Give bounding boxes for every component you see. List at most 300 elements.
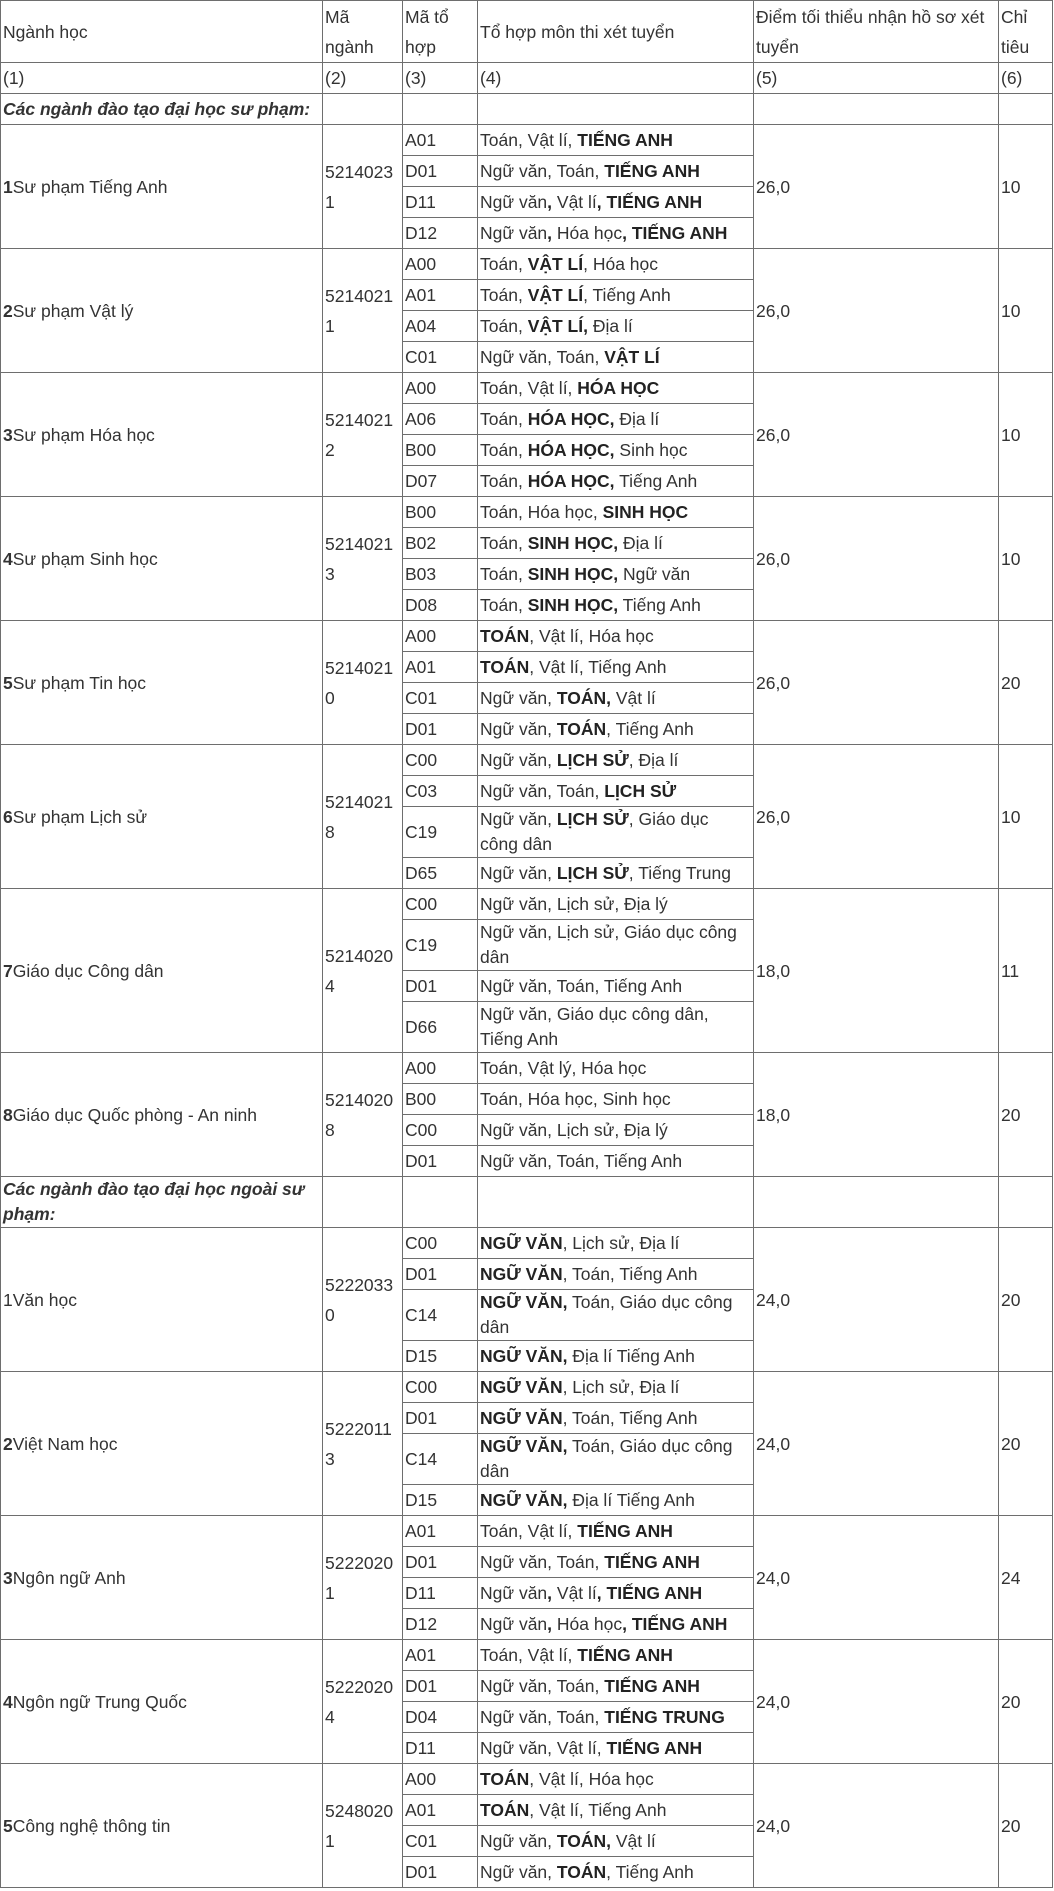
subject-primary: NGỮ VĂN,: [480, 1490, 568, 1510]
major-number: 2: [3, 1433, 13, 1454]
major-name: Sư phạm Tin học: [12, 672, 147, 693]
subjects-cell: [478, 1290, 754, 1341]
min-score-cell: 26,0: [754, 745, 999, 889]
subjects-cell: [478, 714, 754, 745]
subject-text: Vật lí: [611, 1831, 656, 1851]
subject-primary: NGỮ VĂN,: [480, 1436, 568, 1456]
major-name-cell: [1, 1228, 323, 1372]
subject-primary: ,: [547, 1583, 557, 1603]
subjects-cell: [478, 559, 754, 590]
subject-primary: SINH HỌC,: [527, 564, 619, 584]
subject-text: , Tiếng Anh: [606, 1862, 694, 1882]
quota-cell: 20: [999, 621, 1053, 745]
major-number: 6: [3, 806, 13, 827]
major-number: 2: [3, 300, 13, 321]
subject-primary: TOÁN: [556, 1862, 607, 1882]
table-row: [1, 745, 1053, 776]
subjects-cell: [478, 125, 754, 156]
subject-primary: VẬT LÍ: [604, 347, 660, 367]
empty-cell: [323, 94, 403, 125]
quota-cell: 24: [999, 1516, 1053, 1640]
combo-code-cell: C00: [403, 889, 478, 920]
subjects-cell: [478, 920, 754, 971]
min-score-cell: 26,0: [754, 125, 999, 249]
major-number: 4: [3, 1691, 13, 1712]
table-row: [1, 497, 1053, 528]
header-number-cell: (4): [478, 63, 754, 94]
subjects-cell: [478, 590, 754, 621]
major-code-cell: 52140231: [323, 125, 403, 249]
subject-text: Ngữ văn, Lịch sử, Địa lý: [480, 1120, 668, 1140]
table-row: [1, 1764, 1053, 1795]
major-name-cell: [1, 1764, 323, 1888]
subject-text: Địa lí Tiếng Anh: [567, 1346, 695, 1366]
subject-text: , Tiếng Anh: [583, 285, 671, 305]
subject-text: Ngữ văn,: [480, 1831, 557, 1851]
subjects-cell: [478, 1671, 754, 1702]
subject-primary: , TIẾNG ANH: [596, 1583, 703, 1603]
major-name: Ngôn ngữ Trung Quốc: [12, 1691, 187, 1712]
header-cell-major: Ngành học: [1, 1, 323, 63]
subject-primary: SINH HỌC: [602, 502, 689, 522]
combo-code-cell: D08: [403, 590, 478, 621]
subject-text: Toán,: [480, 254, 528, 274]
combo-code-cell: D01: [403, 1857, 478, 1888]
header-row: [1, 1, 1053, 63]
combo-code-cell: A01: [403, 1640, 478, 1671]
subject-primary: SINH HỌC,: [527, 595, 619, 615]
table-row: [1, 249, 1053, 280]
min-score-cell: 24,0: [754, 1372, 999, 1516]
subjects-cell: [478, 971, 754, 1002]
subject-text: Địa lí Tiếng Anh: [567, 1490, 695, 1510]
subject-text: Ngữ văn: [480, 1583, 548, 1603]
quota-cell: 10: [999, 373, 1053, 497]
combo-code-cell: D01: [403, 1671, 478, 1702]
subject-text: Ngữ văn,: [480, 688, 557, 708]
header-cell-subjects: Tổ hợp môn thi xét tuyển: [478, 1, 754, 63]
subject-text: Ngữ văn,: [480, 719, 557, 739]
major-name: Ngôn ngữ Anh: [12, 1567, 126, 1588]
subject-primary: , TIẾNG ANH: [596, 192, 703, 212]
quota-cell: 20: [999, 1764, 1053, 1888]
subject-text: Toán,: [480, 316, 528, 336]
major-name-cell: [1, 1053, 323, 1177]
table-row: [1, 373, 1053, 404]
subject-text: Ngữ văn, Vật lí,: [480, 1738, 607, 1758]
subject-text: , Tiếng Trung: [628, 863, 731, 883]
subject-text: Toán, Giáo dục công dân: [480, 1292, 733, 1337]
combo-code-cell: D15: [403, 1341, 478, 1372]
subject-primary: TIẾNG ANH: [577, 130, 673, 150]
subject-primary: TIẾNG ANH: [604, 161, 700, 181]
subject-text: Toán,: [480, 440, 528, 460]
combo-code-cell: A00: [403, 249, 478, 280]
subject-primary: SINH HỌC,: [527, 533, 619, 553]
subject-text: Ngữ văn,: [480, 1862, 557, 1882]
subject-text: , Vật lí, Hóa học: [529, 626, 654, 646]
subjects-cell: [478, 621, 754, 652]
subjects-cell: [478, 1857, 754, 1888]
subject-primary: LỊCH SỬ: [556, 809, 629, 829]
subject-primary: VẬT LÍ,: [527, 316, 588, 336]
subjects-cell: [478, 342, 754, 373]
subject-primary: NGỮ VĂN: [480, 1233, 563, 1253]
major-number: 8: [3, 1104, 13, 1125]
major-name: Sư phạm Lịch sử: [12, 806, 148, 827]
combo-code-cell: D12: [403, 1609, 478, 1640]
major-name-cell: [1, 497, 323, 621]
subjects-cell: [478, 776, 754, 807]
subject-text: Ngữ văn, Lịch sử, Địa lý: [480, 894, 668, 914]
major-code-cell: 52140218: [323, 745, 403, 889]
combo-code-cell: D12: [403, 218, 478, 249]
subject-text: Địa lí: [614, 409, 660, 429]
subject-primary: NGỮ VĂN: [480, 1264, 563, 1284]
table-row: [1, 1228, 1053, 1259]
subject-text: Ngữ văn, Giáo dục công dân, Tiếng Anh: [480, 1004, 709, 1049]
subject-primary: ,: [547, 223, 557, 243]
subject-primary: , TIẾNG ANH: [622, 223, 728, 243]
subjects-cell: [478, 807, 754, 858]
subject-text: , Địa lí: [628, 750, 679, 770]
subjects-cell: [478, 1578, 754, 1609]
subjects-cell: [478, 1403, 754, 1434]
min-score-cell: 26,0: [754, 621, 999, 745]
table-row: [1, 1053, 1053, 1084]
section-row: [1, 94, 1053, 125]
header-number-cell: (6): [999, 63, 1053, 94]
quota-cell: 20: [999, 1372, 1053, 1516]
subject-text: Ngữ văn, Toán,: [480, 161, 605, 181]
combo-code-cell: C01: [403, 342, 478, 373]
subject-primary: NGỮ VĂN,: [480, 1292, 568, 1312]
min-score-cell: 18,0: [754, 1053, 999, 1177]
header-cell-major-code: Mã ngành: [323, 1, 403, 63]
empty-cell: [403, 1177, 478, 1228]
subject-text: Ngữ văn, Toán,: [480, 781, 605, 801]
combo-code-cell: C00: [403, 1228, 478, 1259]
subject-text: , Lịch sử, Địa lí: [562, 1233, 680, 1253]
subjects-cell: [478, 156, 754, 187]
major-number: 5: [3, 1815, 13, 1836]
combo-code-cell: A00: [403, 1053, 478, 1084]
quota-cell: 10: [999, 497, 1053, 621]
combo-code-cell: D01: [403, 1547, 478, 1578]
subject-primary: NGỮ VĂN: [480, 1408, 563, 1428]
quota-cell: 11: [999, 889, 1053, 1053]
min-score-cell: 18,0: [754, 889, 999, 1053]
subject-text: , Vật lí, Tiếng Anh: [529, 1800, 667, 1820]
major-name-cell: [1, 745, 323, 889]
subjects-cell: [478, 1733, 754, 1764]
empty-cell: [478, 1177, 754, 1228]
subject-text: Ngữ văn,: [480, 750, 557, 770]
combo-code-cell: D01: [403, 1259, 478, 1290]
subject-text: Địa lí: [587, 316, 633, 336]
combo-code-cell: C14: [403, 1434, 478, 1485]
subjects-cell: [478, 745, 754, 776]
combo-code-cell: A04: [403, 311, 478, 342]
empty-cell: [999, 1177, 1053, 1228]
subject-primary: TOÁN: [480, 657, 530, 677]
subjects-cell: [478, 683, 754, 714]
quota-cell: 20: [999, 1640, 1053, 1764]
subjects-cell: [478, 280, 754, 311]
subject-primary: TOÁN,: [556, 1831, 612, 1851]
major-code-cell: 52140212: [323, 373, 403, 497]
subjects-cell: [478, 1372, 754, 1403]
combo-code-cell: A06: [403, 404, 478, 435]
combo-code-cell: D01: [403, 1146, 478, 1177]
subject-text: Toán, Giáo dục công dân: [480, 1436, 733, 1481]
major-code-cell: 52140213: [323, 497, 403, 621]
major-code-cell: 52140211: [323, 249, 403, 373]
empty-cell: [478, 94, 754, 125]
subject-text: Ngữ văn: [480, 1614, 548, 1634]
subjects-cell: [478, 311, 754, 342]
major-number: 5: [3, 672, 13, 693]
subject-primary: TIẾNG ANH: [606, 1738, 703, 1758]
min-score-cell: 26,0: [754, 497, 999, 621]
combo-code-cell: C00: [403, 1115, 478, 1146]
combo-code-cell: A01: [403, 1795, 478, 1826]
combo-code-cell: C01: [403, 683, 478, 714]
subject-primary: HÓA HỌC,: [527, 471, 615, 491]
subjects-cell: [478, 497, 754, 528]
major-number: 1: [3, 1289, 13, 1310]
combo-code-cell: D15: [403, 1485, 478, 1516]
subject-text: Tiếng Anh: [618, 595, 701, 615]
major-name: Sư phạm Hóa học: [12, 424, 155, 445]
subject-text: Sinh học: [614, 440, 688, 460]
major-number: 1: [3, 176, 13, 197]
subject-primary: TIẾNG ANH: [577, 1521, 673, 1541]
subject-text: Toán, Vật lí,: [480, 130, 578, 150]
table-body: [1, 1, 1053, 1888]
major-name-cell: [1, 249, 323, 373]
subject-text: , Giáo dục công dân: [480, 809, 709, 854]
subjects-cell: [478, 373, 754, 404]
subject-primary: TIẾNG ANH: [604, 1552, 700, 1572]
subjects-cell: [478, 1053, 754, 1084]
subject-text: Hóa học: [556, 223, 623, 243]
subject-primary: TIẾNG TRUNG: [604, 1707, 725, 1727]
subject-text: Toán,: [480, 285, 528, 305]
quota-cell: 20: [999, 1228, 1053, 1372]
table-row: [1, 1640, 1053, 1671]
subjects-cell: [478, 1146, 754, 1177]
major-name: Sư phạm Vật lý: [12, 300, 134, 321]
combo-code-cell: D01: [403, 1403, 478, 1434]
table-row: [1, 621, 1053, 652]
major-number: 7: [3, 960, 13, 981]
major-name-cell: [1, 889, 323, 1053]
header-number-cell: (1): [1, 63, 323, 94]
combo-code-cell: D65: [403, 858, 478, 889]
header-cell-combo-code: Mã tổ hợp: [403, 1, 478, 63]
subject-text: Toán,: [480, 595, 528, 615]
major-name: Sư phạm Sinh học: [12, 548, 158, 569]
min-score-cell: 24,0: [754, 1516, 999, 1640]
section-title: Các ngành đào tạo đại học sư phạm:: [1, 94, 323, 125]
header-cell-quota: Chỉ tiêu: [999, 1, 1053, 63]
subjects-cell: [478, 1702, 754, 1733]
subject-primary: HÓA HỌC,: [527, 440, 615, 460]
subject-text: Toán, Vật lí,: [480, 1521, 578, 1541]
subjects-cell: [478, 1341, 754, 1372]
subject-primary: TOÁN: [480, 626, 530, 646]
subjects-cell: [478, 1547, 754, 1578]
subject-text: , Vật lí, Hóa học: [529, 1769, 654, 1789]
subject-text: Vật lí: [556, 1583, 597, 1603]
combo-code-cell: A01: [403, 280, 478, 311]
subject-text: Toán, Vật lí,: [480, 378, 578, 398]
min-score-cell: 26,0: [754, 249, 999, 373]
subjects-cell: [478, 1516, 754, 1547]
major-name: Văn học: [12, 1289, 77, 1310]
empty-cell: [323, 1177, 403, 1228]
combo-code-cell: D11: [403, 1578, 478, 1609]
min-score-cell: 26,0: [754, 373, 999, 497]
combo-code-cell: D66: [403, 1002, 478, 1053]
major-name: Sư phạm Tiếng Anh: [12, 176, 168, 197]
subject-text: Ngữ văn, Toán, Tiếng Anh: [480, 1151, 683, 1171]
quota-cell: 10: [999, 249, 1053, 373]
subject-text: Ngữ văn,: [480, 863, 557, 883]
subject-text: Ngữ văn, Lịch sử, Giáo dục công dân: [480, 922, 737, 967]
major-code-cell: 52140204: [323, 889, 403, 1053]
combo-code-cell: A01: [403, 652, 478, 683]
combo-code-cell: C00: [403, 745, 478, 776]
subject-text: , Hóa học: [583, 254, 659, 274]
combo-code-cell: D01: [403, 156, 478, 187]
min-score-cell: 24,0: [754, 1228, 999, 1372]
subject-text: Tiếng Anh: [614, 471, 698, 491]
subject-primary: VẬT LÍ: [527, 285, 584, 305]
subject-text: Ngữ văn: [480, 223, 548, 243]
header-cell-min-score: Điểm tối thiểu nhận hồ sơ xét tuyển: [754, 1, 999, 63]
subjects-cell: [478, 528, 754, 559]
combo-code-cell: C03: [403, 776, 478, 807]
subject-primary: NGỮ VĂN,: [480, 1346, 568, 1366]
subject-primary: TOÁN,: [556, 688, 612, 708]
header-number-cell: (2): [323, 63, 403, 94]
subjects-cell: [478, 1084, 754, 1115]
subject-primary: , TIẾNG ANH: [622, 1614, 728, 1634]
combo-code-cell: B00: [403, 435, 478, 466]
combo-code-cell: C00: [403, 1372, 478, 1403]
major-name-cell: [1, 621, 323, 745]
subjects-cell: [478, 187, 754, 218]
combo-code-cell: C19: [403, 920, 478, 971]
major-code-cell: 52220201: [323, 1516, 403, 1640]
section-title: Các ngành đào tạo đại học ngoài sư phạm:: [1, 1177, 323, 1228]
subject-text: , Toán, Tiếng Anh: [562, 1408, 698, 1428]
major-number: 3: [3, 1567, 13, 1588]
subject-text: Toán, Vật lí,: [480, 1645, 578, 1665]
major-code-cell: 52140208: [323, 1053, 403, 1177]
subject-primary: VẬT LÍ: [527, 254, 584, 274]
subject-text: Toán,: [480, 533, 528, 553]
subjects-cell: [478, 249, 754, 280]
subject-text: Ngữ văn, Toán,: [480, 1552, 605, 1572]
major-name: Giáo dục Quốc phòng - An ninh: [12, 1104, 257, 1125]
subjects-cell: [478, 404, 754, 435]
subject-text: Toán,: [480, 409, 528, 429]
subject-text: , Tiếng Anh: [606, 719, 694, 739]
combo-code-cell: D01: [403, 971, 478, 1002]
subject-primary: TOÁN: [480, 1769, 530, 1789]
combo-code-cell: A00: [403, 1764, 478, 1795]
combo-code-cell: A01: [403, 1516, 478, 1547]
major-name-cell: [1, 373, 323, 497]
combo-code-cell: D11: [403, 187, 478, 218]
subjects-cell: [478, 218, 754, 249]
combo-code-cell: A00: [403, 373, 478, 404]
table-row: [1, 1516, 1053, 1547]
empty-cell: [754, 1177, 999, 1228]
subject-text: Ngữ văn, Toán,: [480, 347, 605, 367]
combo-code-cell: D01: [403, 714, 478, 745]
subject-text: Ngữ văn,: [480, 809, 557, 829]
major-name-cell: [1, 125, 323, 249]
subject-text: Ngữ văn, Toán,: [480, 1676, 605, 1696]
quota-cell: 10: [999, 745, 1053, 889]
subjects-cell: [478, 1795, 754, 1826]
table-row: [1, 125, 1053, 156]
subject-primary: TIẾNG ANH: [577, 1645, 673, 1665]
subject-text: Vật lí: [611, 688, 656, 708]
empty-cell: [999, 94, 1053, 125]
header-number-row: [1, 63, 1053, 94]
major-name: Giáo dục Công dân: [12, 960, 164, 981]
subjects-cell: [478, 1434, 754, 1485]
combo-code-cell: B02: [403, 528, 478, 559]
subjects-cell: [478, 1764, 754, 1795]
subject-text: Địa lí: [618, 533, 663, 553]
subject-primary: TOÁN: [556, 719, 607, 739]
subject-primary: LỊCH SỬ: [556, 863, 629, 883]
subject-primary: HÓA HỌC: [577, 378, 660, 398]
subject-text: Toán, Hóa học,: [480, 502, 603, 522]
empty-cell: [754, 94, 999, 125]
combo-code-cell: D11: [403, 1733, 478, 1764]
quota-cell: 10: [999, 125, 1053, 249]
subject-text: Toán, Vật lý, Hóa học: [480, 1058, 647, 1078]
combo-code-cell: C01: [403, 1826, 478, 1857]
combo-code-cell: C19: [403, 807, 478, 858]
major-code-cell: 52220330: [323, 1228, 403, 1372]
subject-text: Ngữ văn: [480, 192, 548, 212]
major-name-cell: [1, 1640, 323, 1764]
subjects-cell: [478, 1228, 754, 1259]
major-code-cell: 52480201: [323, 1764, 403, 1888]
subject-text: Vật lí: [556, 192, 597, 212]
subjects-cell: [478, 1485, 754, 1516]
combo-code-cell: B00: [403, 1084, 478, 1115]
subjects-cell: [478, 1259, 754, 1290]
subject-text: Ngữ văn, Toán,: [480, 1707, 605, 1727]
subject-text: Toán,: [480, 471, 528, 491]
subjects-cell: [478, 466, 754, 497]
subject-primary: LỊCH SỬ: [604, 781, 677, 801]
combo-code-cell: B03: [403, 559, 478, 590]
subject-text: , Lịch sử, Địa lí: [562, 1377, 680, 1397]
quota-cell: 20: [999, 1053, 1053, 1177]
subject-primary: ,: [547, 1614, 557, 1634]
combo-code-cell: A01: [403, 125, 478, 156]
